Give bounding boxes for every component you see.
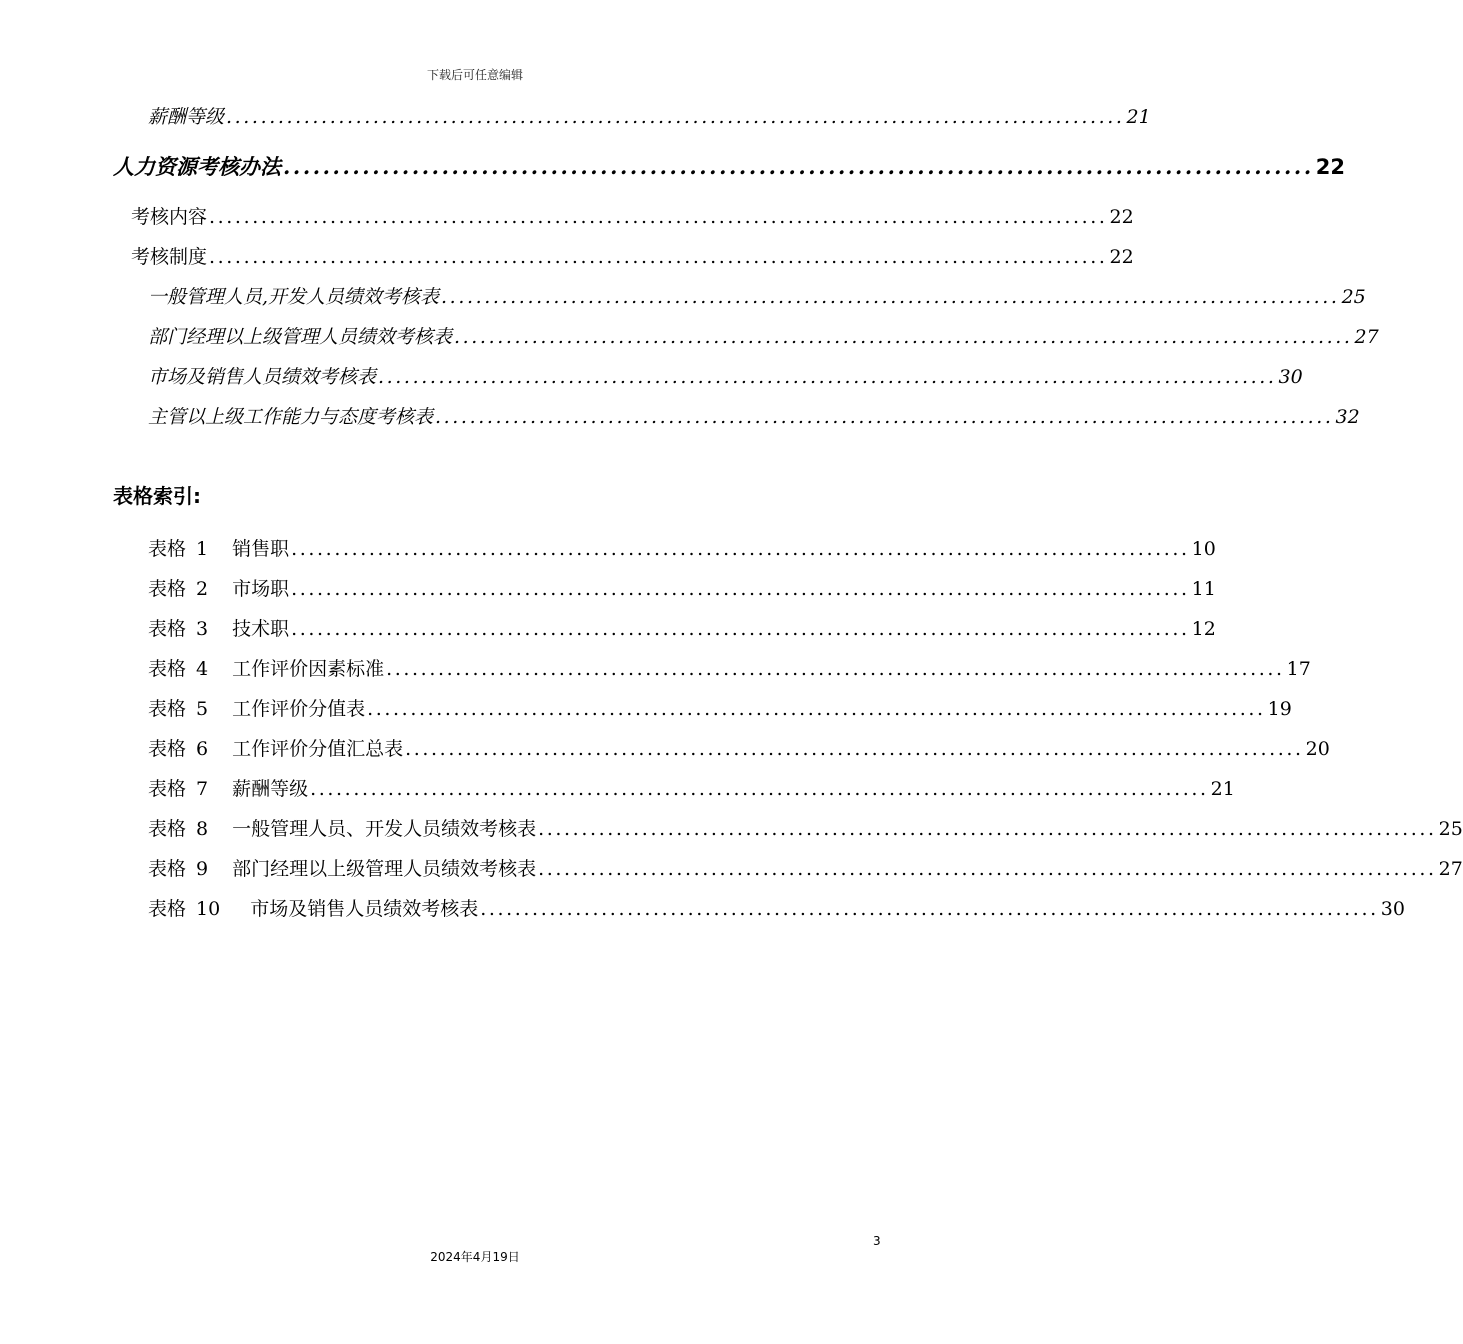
table-number: 6 <box>196 738 209 760</box>
toc-entry-page: 32 <box>1335 406 1360 428</box>
toc-leader-dots: ........................................................................................................ <box>291 578 1190 600</box>
table-label: 表格 <box>148 778 187 800</box>
toc-entry[interactable] <box>148 102 1151 129</box>
table-index-entry[interactable] <box>148 734 1330 761</box>
table-label: 表格 <box>148 898 187 920</box>
table-label: 表格 <box>148 578 187 600</box>
table-label: 表格 <box>148 858 187 880</box>
table-number: 1 <box>196 538 209 560</box>
table-index-entry[interactable] <box>148 654 1311 681</box>
table-name: 销售职 <box>232 538 290 560</box>
table-name: 部门经理以上级管理人员绩效考核表 <box>232 858 537 880</box>
toc-entry[interactable] <box>148 282 1366 309</box>
toc-leader-dots: ........................................................................................................ <box>480 898 1379 920</box>
table-page: 21 <box>1210 778 1235 800</box>
table-page: 27 <box>1438 858 1463 880</box>
table-number: 3 <box>196 618 209 640</box>
table-page: 17 <box>1286 658 1311 680</box>
toc-entry-title: 薪酬等级 <box>148 106 225 128</box>
table-label: 表格 <box>148 698 187 720</box>
table-number: 7 <box>196 778 209 800</box>
table-index-entry[interactable] <box>148 894 1405 921</box>
toc-entry-title: 主管以上级工作能力与态度考核表 <box>148 406 434 428</box>
page-footer-date: 2024年4月19日 <box>430 1250 520 1264</box>
toc-entry[interactable] <box>131 202 1134 229</box>
table-index-entry[interactable] <box>148 854 1463 881</box>
table-index-entry[interactable] <box>148 694 1292 721</box>
toc-leader-dots: ........................................................................................................ <box>209 206 1108 228</box>
toc-entry-page: 25 <box>1341 286 1366 308</box>
toc-entry-page: 21 <box>1126 106 1151 128</box>
toc-entry-page: 30 <box>1278 366 1303 388</box>
toc-leader-dots: ........................................................................................................ <box>538 858 1437 880</box>
toc-entry[interactable] <box>148 402 1360 429</box>
table-name: 工作评价分值汇总表 <box>232 738 404 760</box>
table-page: 11 <box>1191 578 1216 600</box>
table-index-entry[interactable] <box>148 614 1216 641</box>
toc-leader-dots: ........................................................................................................ <box>283 154 1314 179</box>
table-name: 技术职 <box>232 618 290 640</box>
table-label: 表格 <box>148 618 187 640</box>
table-number: 10 <box>196 898 221 920</box>
table-label: 表格 <box>148 818 187 840</box>
toc-leader-dots: ........................................................................................................ <box>405 738 1304 760</box>
toc-leader-dots: ........................................................................................................ <box>378 366 1277 388</box>
toc-entry-title: 市场及销售人员绩效考核表 <box>148 366 377 388</box>
toc-entry[interactable] <box>113 151 1345 181</box>
page-number: 3 <box>873 1234 881 1248</box>
table-number: 5 <box>196 698 209 720</box>
toc-entry-page: 27 <box>1354 326 1379 348</box>
table-number: 2 <box>196 578 209 600</box>
toc-leader-dots: ........................................................................................................ <box>454 326 1353 348</box>
toc-entry-title: 考核制度 <box>131 246 208 268</box>
table-name: 市场职 <box>232 578 290 600</box>
table-name: 一般管理人员、开发人员绩效考核表 <box>232 818 537 840</box>
toc-leader-dots: ........................................................................................................ <box>226 106 1125 128</box>
table-name: 市场及销售人员绩效考核表 <box>250 898 479 920</box>
table-index-entry[interactable] <box>148 774 1235 801</box>
toc-entry-page: 22 <box>1315 155 1345 179</box>
table-page: 25 <box>1438 818 1463 840</box>
toc-leader-dots: ........................................................................................................ <box>435 406 1334 428</box>
toc-entry-title: 一般管理人员,开发人员绩效考核表 <box>148 286 440 308</box>
toc-entry[interactable] <box>131 242 1134 269</box>
table-index-heading: 表格索引: <box>113 484 201 508</box>
table-label: 表格 <box>148 658 187 680</box>
page-header: 下载后可任意编辑 <box>426 68 523 82</box>
table-page: 19 <box>1267 698 1292 720</box>
table-number: 9 <box>196 858 209 880</box>
table-name: 薪酬等级 <box>232 778 309 800</box>
toc-leader-dots: ........................................................................................................ <box>291 538 1190 560</box>
toc-entry[interactable] <box>148 362 1303 389</box>
table-number: 8 <box>196 818 209 840</box>
toc-leader-dots: ........................................................................................................ <box>386 658 1285 680</box>
table-index-entry[interactable] <box>148 814 1463 841</box>
table-label: 表格 <box>148 738 187 760</box>
toc-entry-title: 人力资源考核办法 <box>113 154 281 179</box>
toc-entry-title: 部门经理以上级管理人员绩效考核表 <box>148 326 453 348</box>
toc-entry[interactable] <box>148 322 1379 349</box>
toc-entry-title: 考核内容 <box>131 206 208 228</box>
toc-leader-dots: ........................................................................................................ <box>538 818 1437 840</box>
toc-leader-dots: ........................................................................................................ <box>291 618 1190 640</box>
toc-leader-dots: ........................................................................................................ <box>209 246 1108 268</box>
table-page: 12 <box>1191 618 1216 640</box>
toc-leader-dots: ........................................................................................................ <box>310 778 1209 800</box>
toc-leader-dots: ........................................................................................................ <box>367 698 1266 720</box>
table-name: 工作评价因素标准 <box>232 658 385 680</box>
table-page: 20 <box>1305 738 1330 760</box>
table-name: 工作评价分值表 <box>232 698 366 720</box>
toc-leader-dots: ........................................................................................................ <box>441 286 1340 308</box>
table-page: 30 <box>1380 898 1405 920</box>
table-index-entry[interactable] <box>148 574 1216 601</box>
toc-entry-page: 22 <box>1109 206 1134 228</box>
table-index-entry[interactable] <box>148 534 1216 561</box>
table-number: 4 <box>196 658 209 680</box>
table-label: 表格 <box>148 538 187 560</box>
toc-entry-page: 22 <box>1109 246 1134 268</box>
table-page: 10 <box>1191 538 1216 560</box>
